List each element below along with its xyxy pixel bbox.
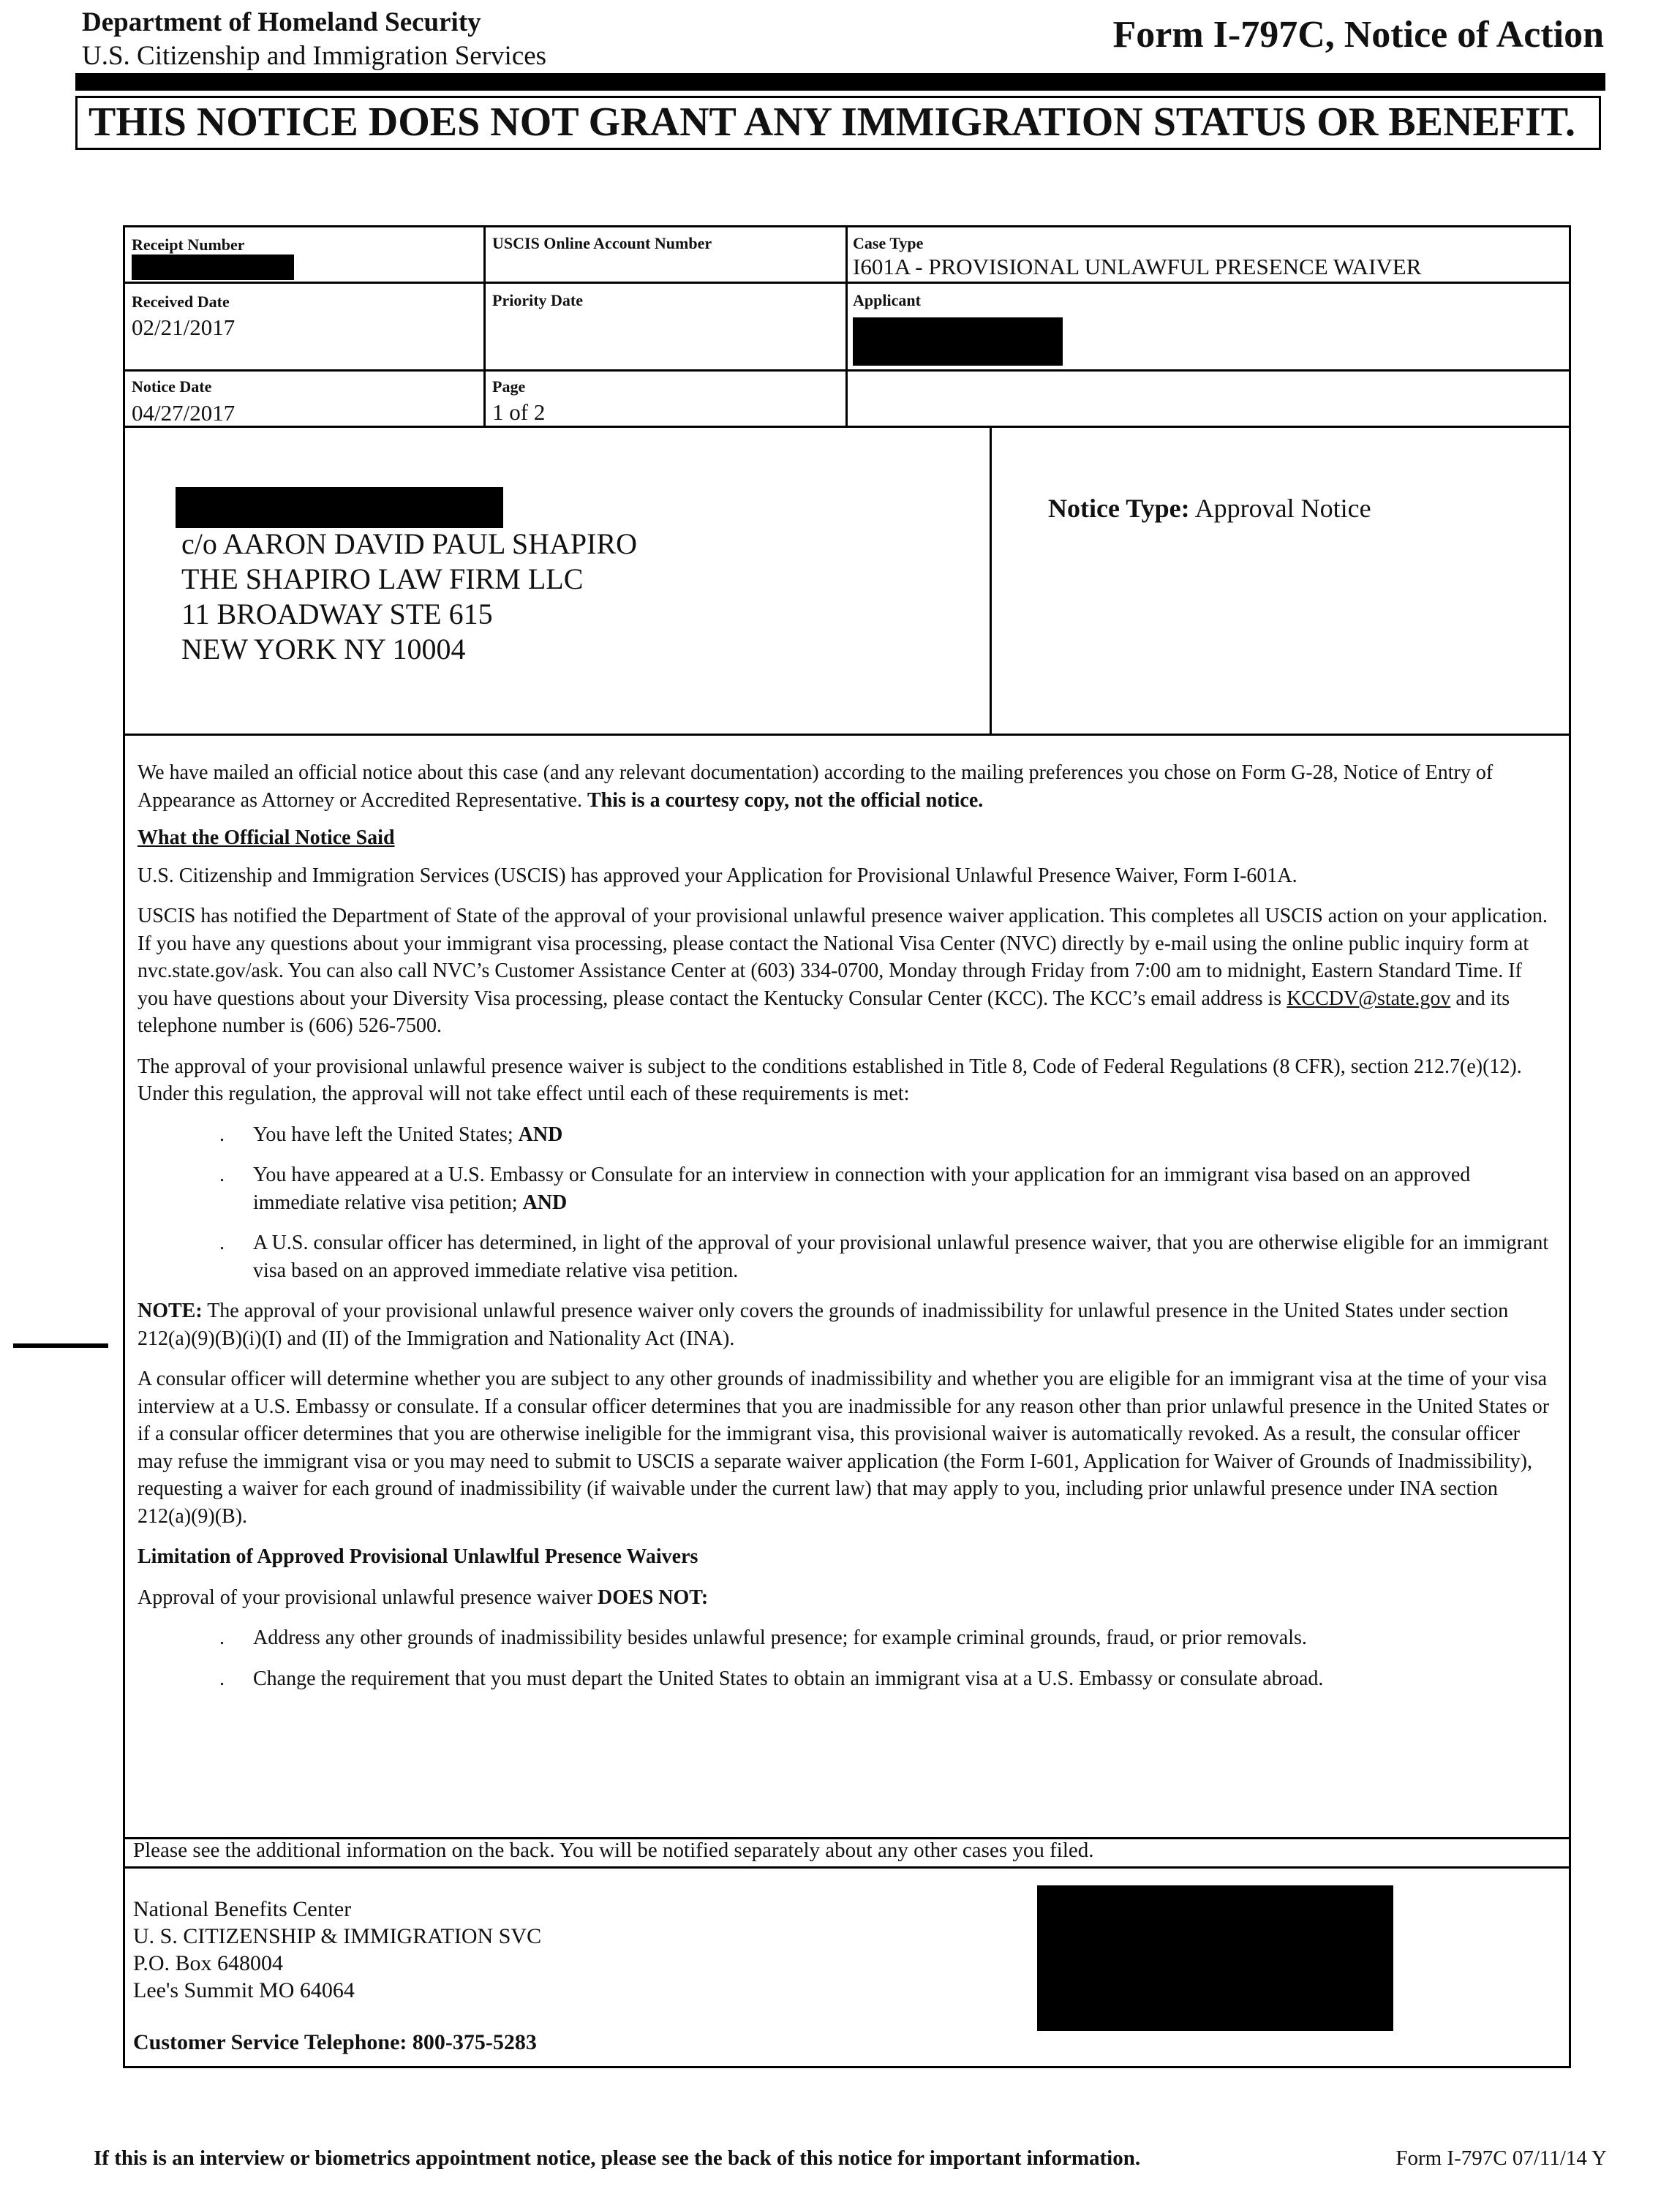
intro-bold-text: This is a courtesy copy, not the official notice. (587, 788, 984, 812)
header-rule (75, 73, 1605, 91)
notice-type-value: Approval Notice (1194, 494, 1371, 523)
agency-block (82, 6, 546, 73)
grid-line (845, 225, 848, 428)
note-text: The approval of your provisional unlawful presence waiver only covers the grounds of inadmissibility for unlawful presence in the United States under section 212(a)(9)(B)(i)(I) and (II) of the Immigration and Nationality Act (INA). (138, 1300, 1509, 1350)
form-title: Form I-797C, Notice of Action (1112, 14, 1604, 56)
scan-margin-mark (13, 1343, 108, 1348)
paragraph-text: and its telephone number is (606) 526-7500. (138, 987, 1510, 1037)
case-type-value: I601A - PROVISIONAL UNLAWFUL PRESENCE WAIVER (853, 254, 1422, 279)
list-item (138, 1229, 1553, 1284)
address-line: THE SHAPIRO LAW FIRM LLC (181, 562, 584, 595)
list-item-text: Address any other grounds of inadmissibility besides unlawful presence; for example criminal grounds, fraud, or prior removals. (253, 1626, 1307, 1649)
paragraph-text: USCIS has notified the Department of State of the approval of your provisional unlawful presence waiver application. This completes all USCIS action on your application. If you have any questions about your immigrant visa processing, please contact the National Visa Center (NVC) directly by e-mail using the online public inquiry form at nvc.state.gov/ask. You can also call NVC’s Customer Assistance Center at (603) 334-0700, Monday through Friday from 7:00 am to midnight, Eastern Standard Time. If you have questions about your Diversity Visa processing, please contact the Kentucky Consular Center (KCC). The KCC’s email address is (138, 905, 1548, 1010)
bullet-marker: . (219, 1667, 225, 1690)
intro-paragraph (138, 759, 1553, 814)
form-edition: Form I-797C 07/11/14 Y (1395, 2146, 1607, 2170)
note-label: NOTE: (138, 1300, 203, 1322)
paragraph (138, 902, 1553, 1040)
list-item (138, 1161, 1553, 1216)
receipt-number-label: Receipt Number (132, 235, 245, 254)
agency-name: Department of Homeland Security (82, 7, 481, 37)
grid-line (990, 426, 992, 735)
received-date-label: Received Date (132, 293, 230, 311)
list-item-text: A U.S. consular officer has determined, in light of the approval of your provisional unlawful presence waiver, that you are otherwise eligible for an immigrant visa based on an approved immediate relative visa petition. (253, 1232, 1549, 1282)
does-not-text: DOES NOT: (598, 1586, 709, 1609)
redacted-recipient-name (176, 487, 503, 528)
paragraph: The approval of your provisional unlawful presence waiver is subject to the conditions established in Title 8, Code of Federal Regulations (8 CFR), section 212.7(e)(12). Under this regulation, the approval will not take effect until each of these requirements is met: (138, 1055, 1522, 1105)
online-account-label: USCIS Online Account Number (492, 234, 712, 252)
list-item-text: Change the requirement that you must depart the United States to obtain an immigrant visa at a U.S. Embassy or consulate abroad. (253, 1667, 1324, 1690)
redacted-receipt-number (132, 255, 294, 280)
intro-text: We have mailed an official notice about this case (and any relevant documentation) according to the mailing preferences you chose on Form G-28, Notice of Entry of Appearance as Attorney or Accredited Representative. (138, 761, 1493, 812)
paragraph: A consular officer will determine whether you are subject to any other grounds of inadmissibility and whether you are eligible for an immigrant visa at the time of your visa interview at a U.S. Embassy or consulate. If a consular officer determines that you are inadmissible for any reason other than prior unlawful presence in the United States or if a consular officer determines that you are otherwise ineligible for the immigrant visa, this provisional waiver is automatically revoked. As a result, the consular officer may refuse the immigrant visa or you may need to submit to USCIS a separate waiver application (the Form I-601, Application for Waiver of Grounds of Inadmissibility), requesting a waiver for each ground of inadmissibility (if waivable under the current law) that may apply to you, including prior unlawful presence under INA section 212(a)(9)(B). (138, 1368, 1550, 1528)
service-center-address (133, 1896, 541, 2004)
notice-date-label: Notice Date (132, 377, 212, 396)
list-item-text: You have left the United States; (253, 1123, 513, 1146)
redacted-applicant (853, 317, 1063, 366)
office-line: National Benefits Center (133, 1897, 352, 1921)
email-link[interactable]: KCCDV@state.gov (1287, 987, 1451, 1010)
bullet-marker: . (219, 1123, 225, 1146)
redacted-barcode-area (1037, 1885, 1393, 2031)
bottom-note: If this is an interview or biometrics appointment notice, please see the back of this notice for important information. (94, 2146, 1141, 2170)
section-heading: Limitation of Approved Provisional Unlawlful Presence Waivers (138, 1545, 698, 1568)
and-word: AND (522, 1191, 568, 1214)
address-line: c/o AARON DAVID PAUL SHAPIRO (181, 527, 638, 560)
applicant-label: Applicant (853, 291, 921, 309)
notice-type (1048, 493, 1371, 524)
notice-body (138, 759, 1553, 1692)
paragraph: U.S. Citizenship and Immigration Services (USCIS) has approved your Application for Provisional Unlawful Presence Waiver, Form I-601A. (138, 864, 1297, 887)
notice-date-value: 04/27/2017 (132, 400, 236, 426)
grid-line (123, 734, 1571, 736)
priority-date-label: Priority Date (492, 291, 583, 309)
additional-info-note: Please see the additional information on the back. You will be notified separately about any other cases you filed. (133, 1839, 1094, 1862)
section-heading: What the Official Notice Said (138, 826, 395, 849)
list-item (138, 1121, 1553, 1149)
list-item-text: You have appeared at a U.S. Embassy or Consulate for an interview in connection with your application for an immigrant visa based on an approved immediate relative visa petition; (253, 1164, 1471, 1214)
page-label: Page (492, 377, 526, 396)
notice-banner: THIS NOTICE DOES NOT GRANT ANY IMMIGRATION STATUS OR BENEFIT. (75, 96, 1601, 150)
page-value: 1 of 2 (492, 399, 546, 425)
paragraph-text: Approval of your provisional unlawful presence waiver (138, 1586, 593, 1609)
office-line: Lee's Summit MO 64064 (133, 1978, 355, 2002)
bullet-marker: . (219, 1626, 225, 1649)
case-type-label: Case Type (853, 234, 924, 252)
address-line: 11 BROADWAY STE 615 (181, 597, 493, 630)
notice-type-label: Notice Type: (1048, 494, 1190, 523)
note-paragraph (138, 1297, 1553, 1352)
customer-service-phone: Customer Service Telephone: 800-375-5283 (133, 2030, 537, 2054)
office-line: U. S. CITIZENSHIP & IMMIGRATION SVC (133, 1924, 542, 1948)
received-date-value: 02/21/2017 (132, 314, 236, 340)
and-word: AND (518, 1123, 563, 1146)
list-item (138, 1624, 1553, 1652)
grid-line (123, 1866, 1571, 1869)
agency-subname: U.S. Citizenship and Immigration Services (82, 41, 547, 71)
bullet-marker: . (219, 1164, 225, 1186)
office-line: P.O. Box 648004 (133, 1951, 284, 1975)
list-item (138, 1665, 1553, 1693)
mailing-address (181, 527, 637, 667)
bullet-marker: . (219, 1232, 225, 1254)
paragraph (138, 1584, 1553, 1612)
address-line: NEW YORK NY 10004 (181, 633, 466, 666)
grid-line (483, 225, 486, 428)
